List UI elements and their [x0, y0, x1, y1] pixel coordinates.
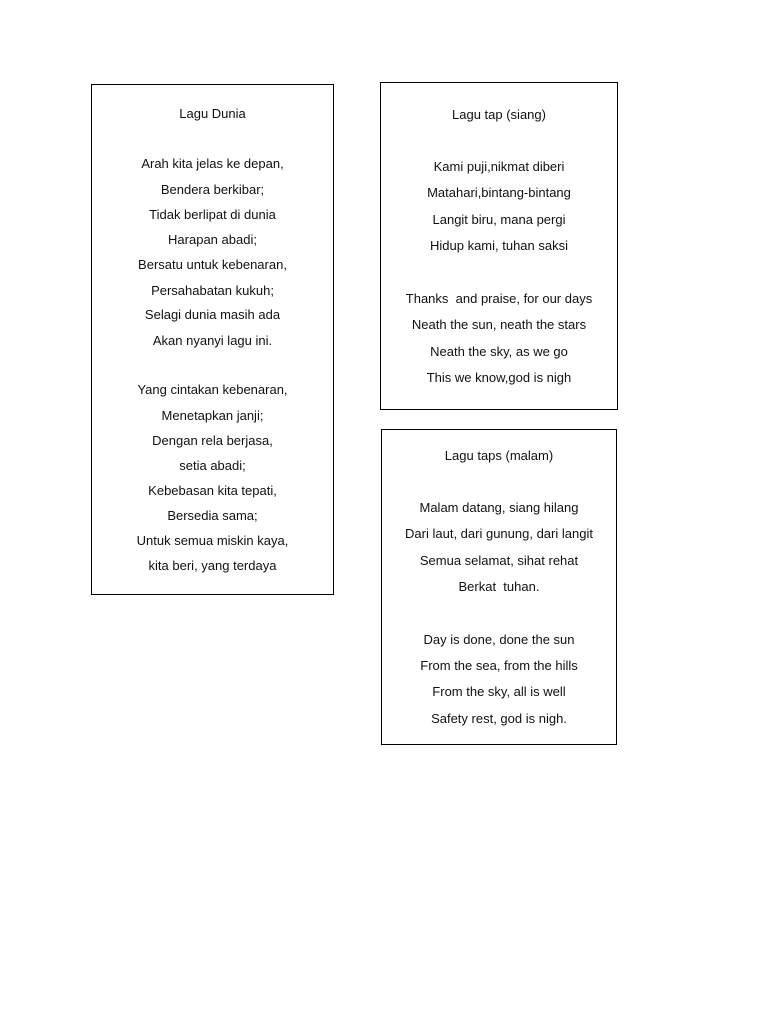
lyric-line: Neath the sky, as we go — [430, 344, 568, 359]
lyric-line: Tidak berlipat di dunia — [149, 207, 276, 222]
lyric-line: Dengan rela berjasa, — [152, 433, 273, 448]
lyric-line: Akan nyanyi lagu ini. — [152, 333, 273, 348]
lyric-line: kita beri, yang terdaya — [148, 558, 277, 573]
lyric-line: Menetapkan janji; — [161, 408, 264, 423]
lyric-line: Hidup kami, tuhan saksi — [429, 238, 568, 253]
lyric-line: Safety rest, god is nigh. — [431, 711, 567, 726]
lyric-line: Bersedia sama; — [167, 508, 258, 523]
song-card-lagu-taps-malam — [381, 429, 617, 745]
song-title: Lagu taps (malam) — [444, 448, 554, 463]
lyric-line: Thanks and praise, for our days — [405, 291, 593, 306]
lyric-line: setia abadi; — [179, 458, 246, 473]
lyric-line: Selagi dunia masih ada — [144, 307, 281, 322]
lyric-line: From the sky, all is well — [432, 684, 566, 699]
song-card-lagu-tap-siang — [380, 82, 618, 410]
lyric-line: This we know,god is nigh — [426, 370, 572, 385]
lyric-line: From the sea, from the hills — [420, 658, 578, 673]
lyric-line: Langit biru, mana pergi — [432, 212, 566, 227]
lyric-line: Matahari,bintang-bintang — [427, 185, 571, 200]
lyric-line: Kebebasan kita tepati, — [148, 483, 277, 498]
lyric-line: Persahabatan kukuh; — [151, 283, 274, 298]
lyric-line: Bendera berkibar; — [160, 182, 265, 197]
lyric-line: Day is done, done the sun — [423, 632, 575, 647]
lyric-line: Harapan abadi; — [168, 232, 257, 247]
lyric-line: Yang cintakan kebenaran, — [137, 382, 288, 397]
lyric-line: Semua selamat, sihat rehat — [419, 553, 579, 568]
lyric-line: Dari laut, dari gunung, dari langit — [405, 526, 593, 541]
lyric-line: Arah kita jelas ke depan, — [141, 156, 284, 171]
lyric-line: Malam datang, siang hilang — [419, 500, 579, 515]
lyric-line: Berkat tuhan. — [458, 579, 540, 594]
lyric-line: Neath the sun, neath the stars — [411, 317, 587, 332]
song-title: Lagu tap (siang) — [452, 107, 546, 122]
lyric-line: Kami puji,nikmat diberi — [433, 159, 565, 174]
song-card-lagu-dunia — [91, 84, 334, 595]
lyric-line: Untuk semua miskin kaya, — [136, 533, 289, 548]
song-title: Lagu Dunia — [179, 106, 246, 121]
lyric-line: Bersatu untuk kebenaran, — [138, 257, 287, 272]
